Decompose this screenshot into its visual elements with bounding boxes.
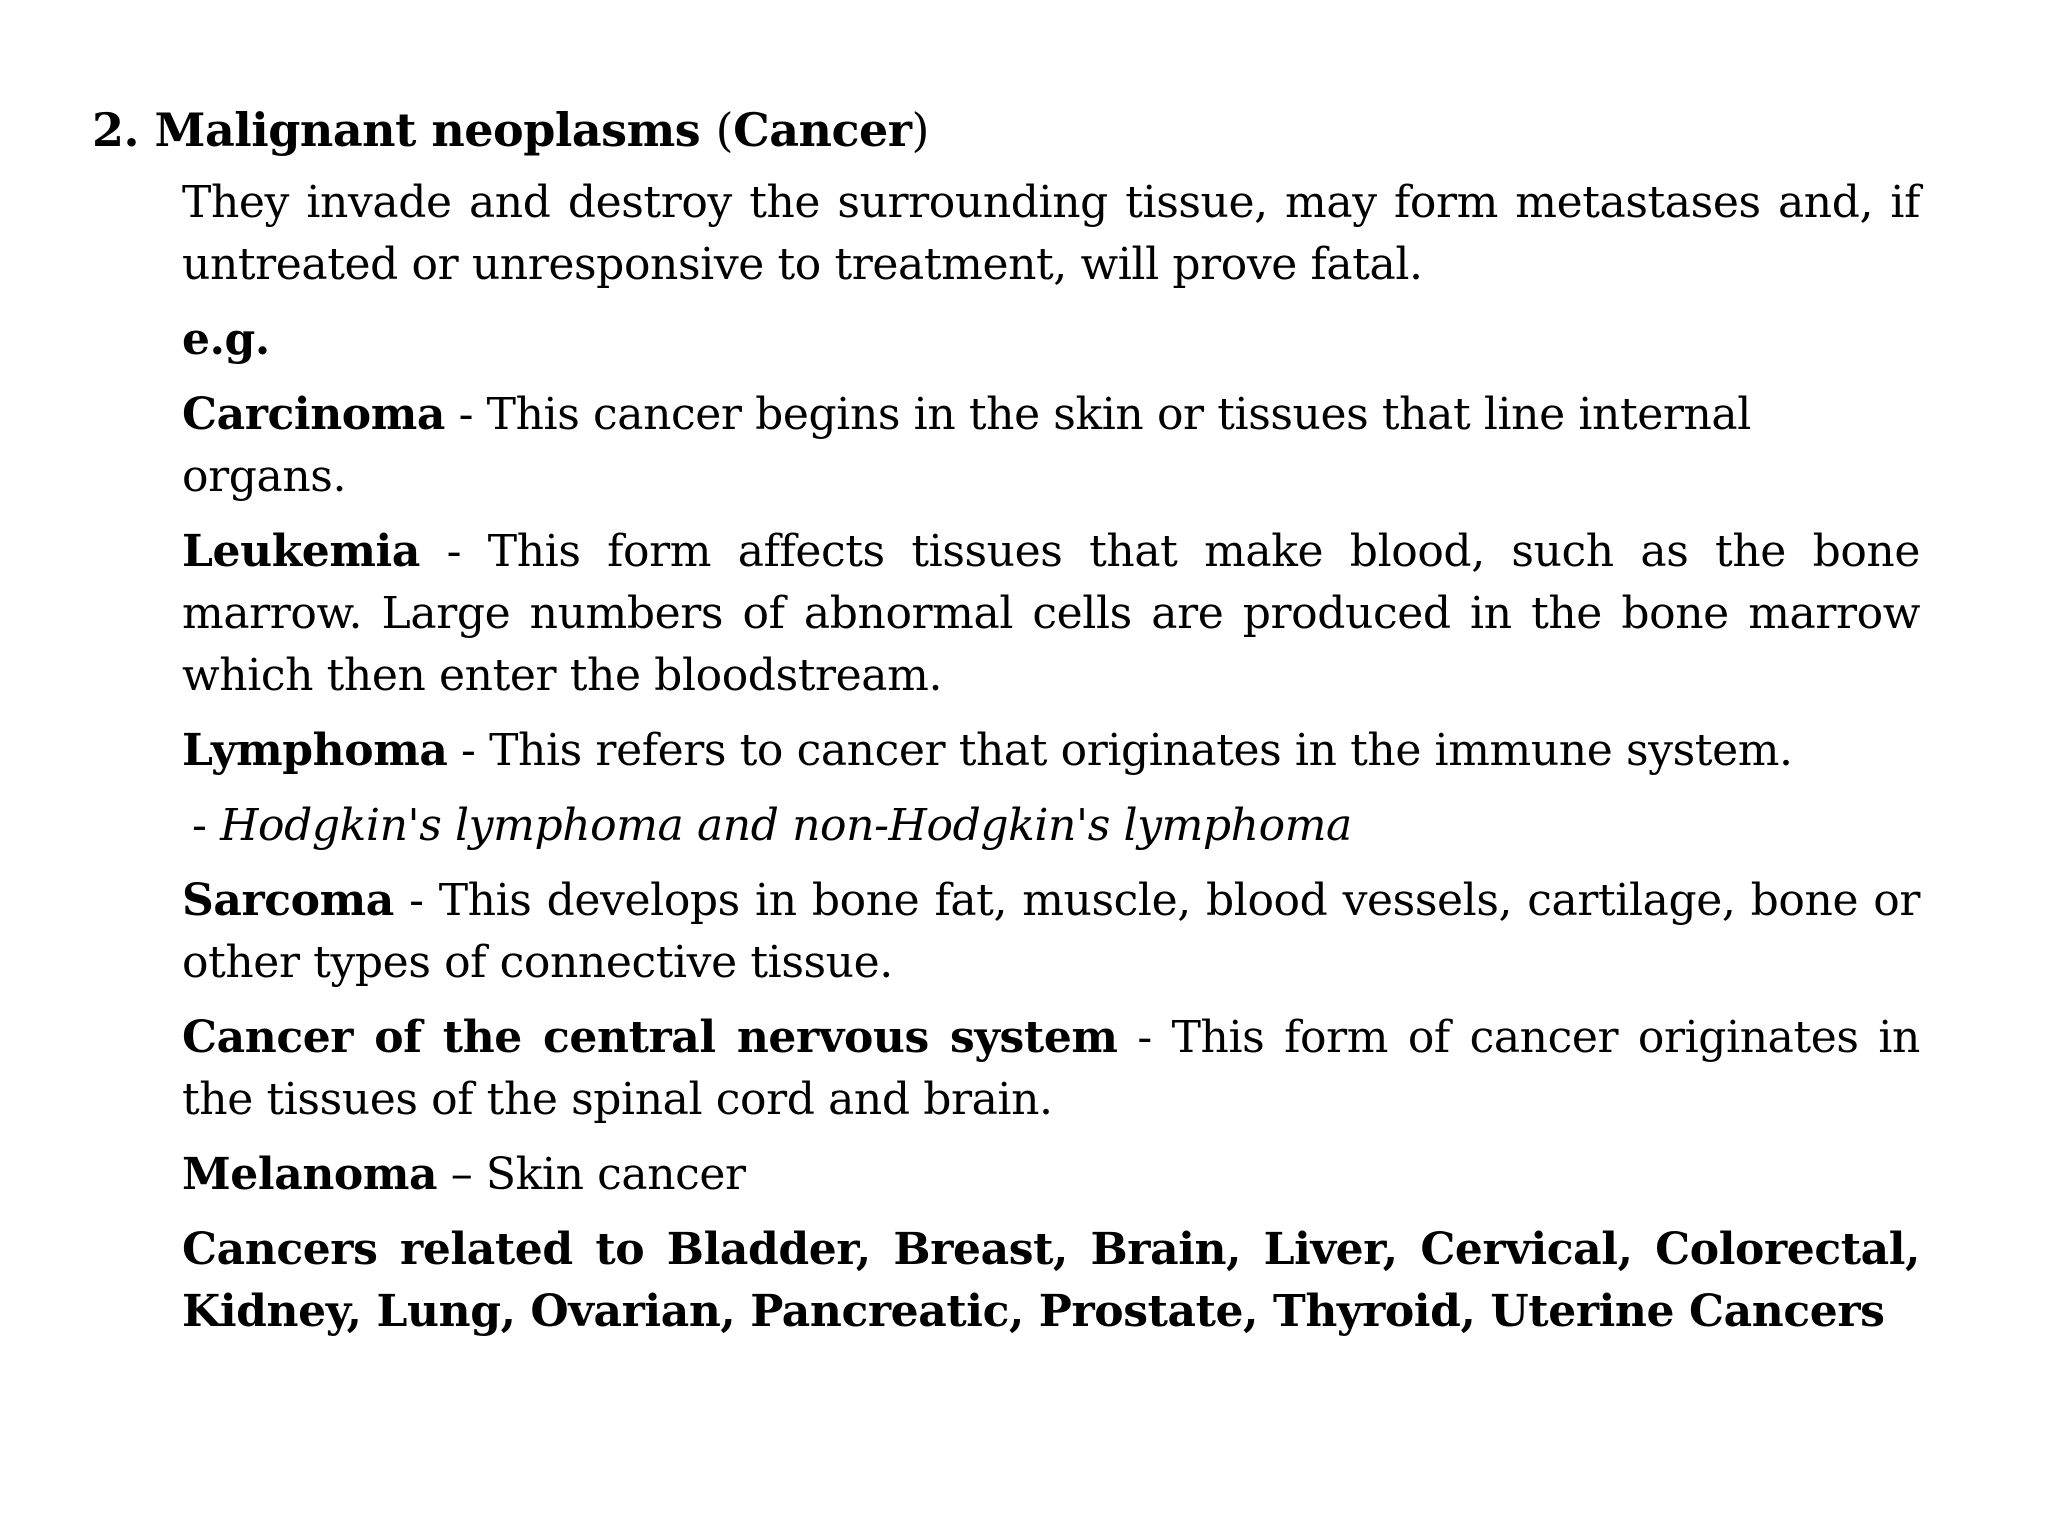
type-description: This cancer begins in the skin or tissues that line internal organs.	[182, 389, 1751, 502]
heading-paren-close: )	[911, 103, 929, 157]
lymphoma-subtypes	[182, 795, 1920, 857]
type-separator: -	[447, 725, 490, 776]
content-body	[182, 172, 1920, 1356]
type-separator: -	[445, 389, 487, 440]
type-melanoma	[182, 1144, 1920, 1206]
type-separator: -	[1117, 1012, 1172, 1063]
type-description: This develops in bone fat, muscle, blood vessels, cartilage, bone or other types of connective tissue.	[182, 875, 1920, 988]
type-separator: -	[393, 875, 439, 926]
type-term: Leukemia	[182, 526, 420, 577]
type-term: Lymphoma	[182, 725, 448, 776]
type-term: Melanoma	[182, 1149, 438, 1200]
type-description: This refers to cancer that originates in the immune system.	[489, 725, 1793, 776]
type-separator: -	[419, 526, 488, 577]
type-description: This form affects tissues that make blood, such as the bone marrow. Large numbers of abnormal cells are produced in the bone marrow which then enter the bloodstream.	[182, 526, 1921, 701]
type-term: Cancer of the central nervous system	[182, 1012, 1118, 1063]
type-description: Skin cancer	[485, 1149, 746, 1200]
type-sarcoma	[182, 870, 1920, 994]
heading-title: Malignant neoplasms	[154, 103, 701, 157]
sub-dash: -	[192, 800, 221, 851]
section-heading	[92, 98, 929, 162]
type-term: Carcinoma	[182, 389, 446, 440]
type-separator: –	[437, 1149, 486, 1200]
sub-text: Hodgkin's lymphoma and non-Hodgkin's lymphoma	[220, 800, 1352, 851]
type-carcinoma	[182, 384, 1920, 508]
type-term: Sarcoma	[182, 875, 394, 926]
type-leukemia	[182, 521, 1920, 707]
type-description: This form of cancer originates in the tissues of the spinal cord and brain.	[182, 1012, 1920, 1125]
type-cns-cancer	[182, 1007, 1920, 1131]
type-lymphoma	[182, 720, 1920, 782]
heading-number: 2.	[92, 103, 140, 157]
intro-paragraph: They invade and destroy the surrounding tissue, may form metastases and, if untreated or unresponsive to treatment, will prove fatal.	[182, 177, 1920, 290]
heading-paren-term: Cancer	[733, 103, 912, 157]
heading-paren-open: (	[715, 103, 734, 157]
related-cancers: Cancers related to Bladder, Breast, Brain, Liver, Cervical, Colorectal, Kidney, Lung, Ovarian, Pancreatic, Prostate, Thyroid, Uterine Cancers	[182, 1224, 1920, 1337]
eg-label: e.g.	[182, 314, 270, 365]
